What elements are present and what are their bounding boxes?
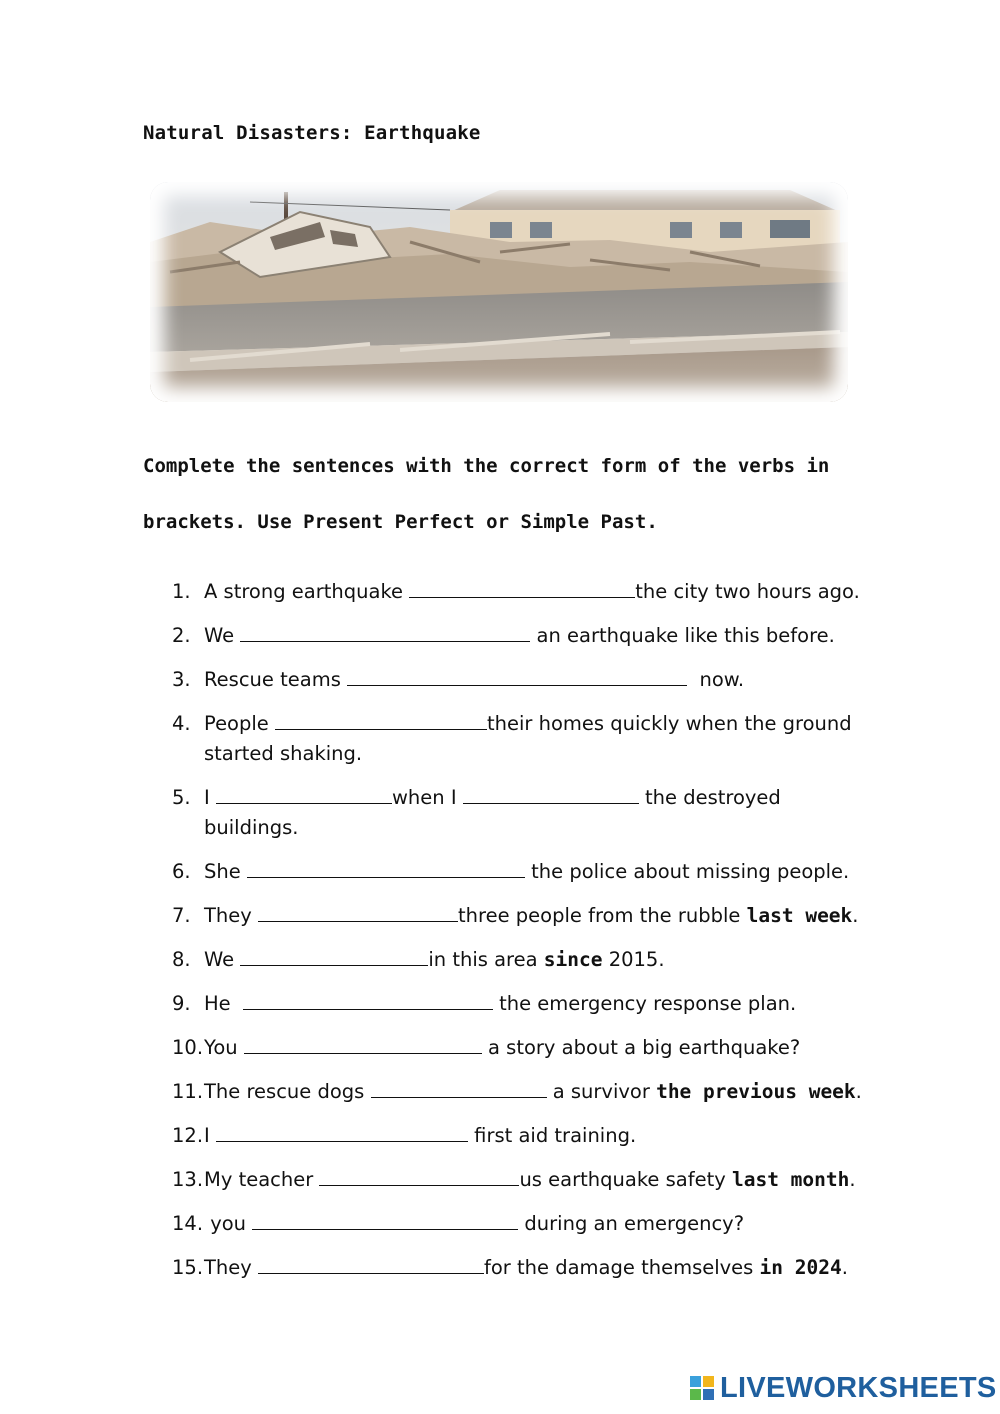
sentence-start: People — [204, 712, 269, 735]
item-number: 12. — [172, 1124, 204, 1147]
time-keyword: last week — [746, 904, 853, 927]
list-item — [172, 665, 744, 695]
sentence-start: you — [204, 1212, 247, 1235]
sentence-punct: 2015. — [602, 948, 665, 971]
list-item — [172, 945, 665, 975]
item-number: 9. — [172, 992, 191, 1015]
sentence-end: first aid training. — [467, 1124, 637, 1147]
answer-blank[interactable] — [258, 1254, 484, 1274]
sentence-end: their homes quickly when the ground — [487, 712, 852, 735]
item-number: 14. — [172, 1212, 204, 1235]
liveworksheets-logo-icon — [690, 1376, 716, 1402]
item-number: 3. — [172, 668, 191, 691]
sentence-end: three people from the rubble — [458, 904, 747, 927]
answer-blank[interactable] — [244, 1034, 482, 1054]
answer-blank[interactable] — [252, 1210, 518, 1230]
list-item — [172, 1209, 744, 1239]
sentence-start: You — [204, 1036, 238, 1059]
answer-blank[interactable] — [240, 622, 530, 642]
answer-blank[interactable] — [247, 858, 525, 878]
sentence-end: a story about a big earthquake? — [481, 1036, 801, 1059]
time-keyword: last month — [731, 1168, 850, 1191]
sentence-end: the emergency response plan. — [492, 992, 797, 1015]
list-item — [172, 901, 859, 931]
sentence-end: now. — [687, 668, 745, 691]
answer-blank[interactable] — [409, 578, 635, 598]
answer-blank[interactable] — [463, 784, 639, 804]
item-number: 5. — [172, 786, 191, 809]
time-keyword: since — [543, 948, 603, 971]
answer-blank[interactable] — [240, 946, 428, 966]
answer-blank[interactable] — [216, 784, 392, 804]
item-number: 10. — [172, 1036, 204, 1059]
sentence-start: I — [204, 786, 210, 809]
item-number: 8. — [172, 948, 191, 971]
item-number: 2. — [172, 624, 191, 647]
worksheet-title: Natural Disasters: Earthquake — [143, 122, 481, 144]
sentence-start: I — [204, 1124, 210, 1147]
list-item — [172, 1253, 848, 1283]
sentence-start: They — [204, 1256, 252, 1279]
sentence-punct: . — [849, 1168, 856, 1191]
sentence-punct: . — [852, 904, 859, 927]
list-item — [172, 783, 781, 839]
list-item — [172, 1033, 800, 1063]
list-item — [172, 1077, 862, 1107]
sentence-end: an earthquake like this before. — [530, 624, 835, 647]
list-item — [172, 709, 852, 765]
list-item — [172, 1121, 636, 1151]
sentence-end: the destroyed — [638, 786, 781, 809]
earthquake-photo — [150, 182, 848, 402]
item-number: 13. — [172, 1168, 204, 1191]
sentence-end: a survivor — [546, 1080, 657, 1103]
answer-blank[interactable] — [243, 990, 493, 1010]
answer-blank[interactable] — [371, 1078, 547, 1098]
sentence-start: A strong earthquake — [204, 580, 404, 603]
sentence-start: He — [204, 992, 231, 1015]
sentence-start: Rescue teams — [204, 668, 341, 691]
sentence-end: during an emergency? — [518, 1212, 745, 1235]
sentence-start: She — [204, 860, 241, 883]
sentence-continuation: started shaking. — [204, 742, 363, 765]
list-item — [172, 621, 835, 651]
instructions-line-1: Complete the sentences with the correct form of the verbs in — [143, 455, 830, 477]
item-number: 1. — [172, 580, 191, 603]
item-number: 4. — [172, 712, 191, 735]
answer-blank[interactable] — [216, 1122, 468, 1142]
sentence-continuation: buildings. — [204, 816, 299, 839]
list-item — [172, 989, 796, 1019]
sentence-end: the city two hours ago. — [635, 580, 860, 603]
sentence-start: We — [204, 948, 235, 971]
time-keyword: in 2024 — [759, 1256, 842, 1279]
sentence-start: The rescue dogs — [204, 1080, 365, 1103]
list-item — [172, 857, 849, 887]
item-number: 11. — [172, 1080, 204, 1103]
sentence-start: My teacher — [204, 1168, 314, 1191]
time-keyword: the previous week — [656, 1080, 856, 1103]
item-number: 7. — [172, 904, 191, 927]
answer-blank[interactable] — [258, 902, 458, 922]
answer-blank[interactable] — [319, 1166, 519, 1186]
collapsed-buildings-image — [150, 182, 848, 402]
sentence-end: in this area — [428, 948, 544, 971]
sentence-middle: when I — [391, 786, 457, 809]
list-item — [172, 577, 860, 607]
sentence-punct: . — [855, 1080, 862, 1103]
liveworksheets-logo — [690, 1372, 997, 1405]
instructions-line-2: brackets. Use Present Perfect or Simple Past. — [143, 511, 658, 533]
sentence-end: the police about missing people. — [524, 860, 850, 883]
item-number: 15. — [172, 1256, 204, 1279]
item-number: 6. — [172, 860, 191, 883]
list-item — [172, 1165, 856, 1195]
sentence-start: They — [204, 904, 252, 927]
sentence-start: We — [204, 624, 235, 647]
answer-blank[interactable] — [347, 666, 687, 686]
sentence-punct: . — [841, 1256, 848, 1279]
sentence-end: us earthquake safety — [519, 1168, 732, 1191]
brand-name: LIVEWORKSHEETS — [720, 1372, 997, 1404]
sentence-end: for the damage themselves — [484, 1256, 760, 1279]
answer-blank[interactable] — [275, 710, 487, 730]
